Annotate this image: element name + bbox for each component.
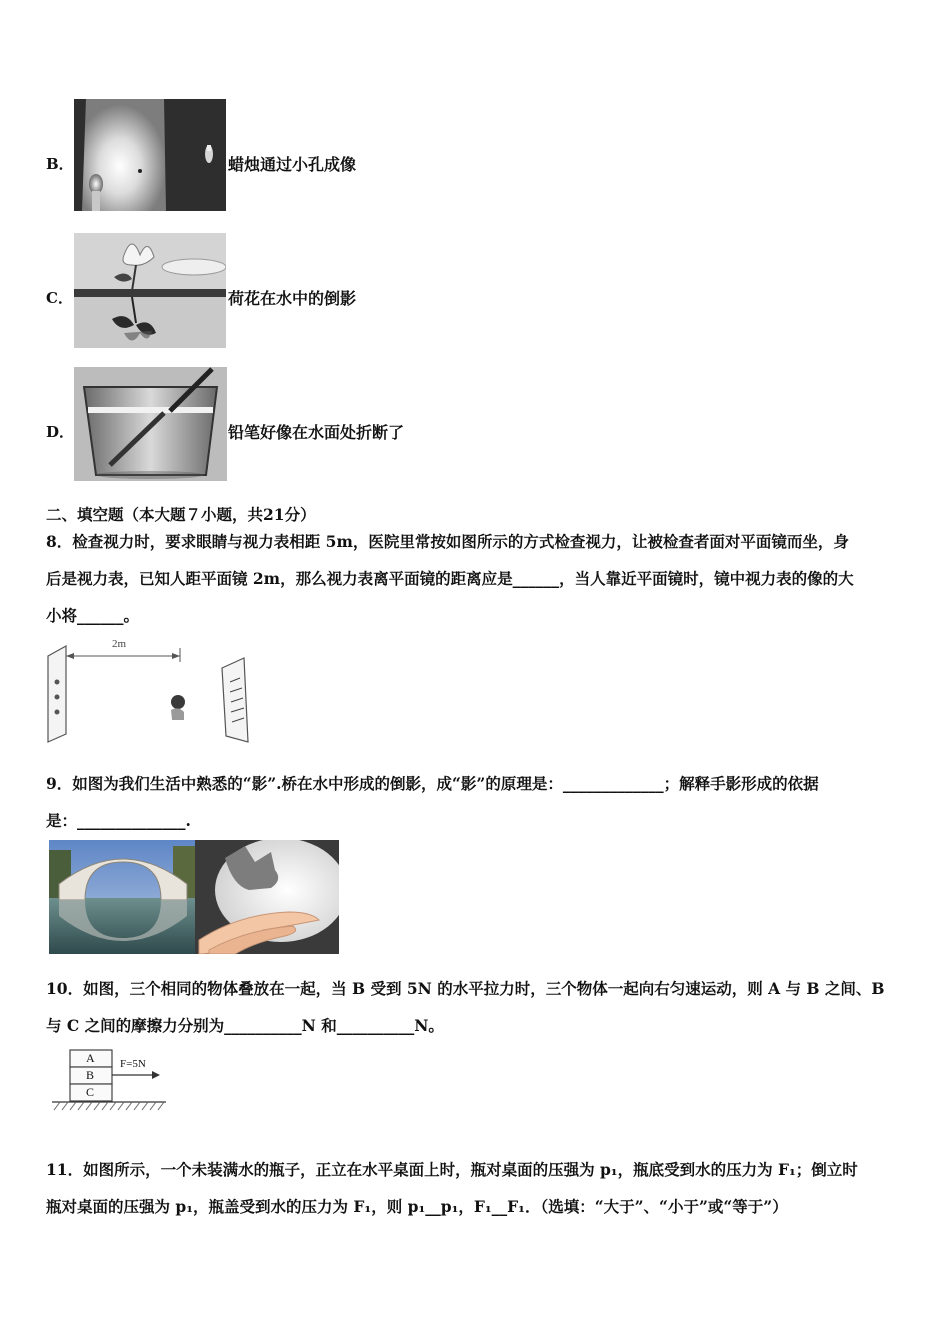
pencil-in-water-photo [74,367,227,481]
q9-line-2: 是：______________. [46,811,191,830]
force-label: F=5N [120,1058,146,1070]
block-c-label: C [86,1085,95,1099]
option-c-letter: C． [46,289,73,307]
candle-pinhole-photo [74,99,226,211]
bridge-and-hand-shadow-photo [49,840,339,954]
q8-line-2: 后是视力表，已知人距平面镜 2m，那么视力表离平面镜的距离应是______，当人靠近平面镜时，镜中视力表的像的大 [46,569,854,588]
q10-line-1: 10．如图，三个相同的物体叠放在一起，当 B 受到 5N 的水平拉力时，三个物体一起向右匀速运动，则 A 与 B 之间、B [46,979,885,998]
option-b-text: 蜡烛通过小孔成像 [228,155,357,174]
option-b-letter: B． [46,155,74,173]
q11-line-2: 瓶对桌面的压强为 p₁，瓶盖受到水的压力为 F₁，则 p₁__p₁，F₁__F₁．（选填：“大于”、“小于”或“等于”） [46,1197,788,1216]
q9-line-1: 9．如图为我们生活中熟悉的“影”.桥在水中形成的倒影，成“影”的原理是：_____________；解释手影形成的依据 [46,774,819,793]
option-c-text: 荷花在水中的倒影 [228,289,357,308]
q11-line-1: 11．如图所示，一个未装满水的瓶子，正立在水平桌面上时，瓶对桌面的压强为 p₁，瓶底受到水的压力为 F₁；倒立时 [46,1160,858,1179]
q8-line-1: 8．检查视力时，要求眼睛与视力表相距 5m，医院里常按如图所示的方式检查视力，让被检查者面对平面镜而坐，身 [46,532,849,551]
section-heading: 二、填空题（本大题７小题，共21分） [46,505,316,524]
stacked-blocks-diagram [48,1044,172,1118]
eye-test-mirror-diagram [44,634,250,744]
lotus-reflection-photo [74,233,226,348]
option-d-text: 铅笔好像在水面处折断了 [228,423,405,442]
option-d-letter: D． [46,423,75,441]
block-b-label: B [86,1068,95,1082]
q8-line-3: 小将______。 [46,606,140,625]
block-a-label: A [86,1051,95,1065]
q10-line-2: 与 C 之间的摩擦力分别为__________N 和__________N。 [46,1016,444,1035]
distance-label: 2m [112,638,127,650]
